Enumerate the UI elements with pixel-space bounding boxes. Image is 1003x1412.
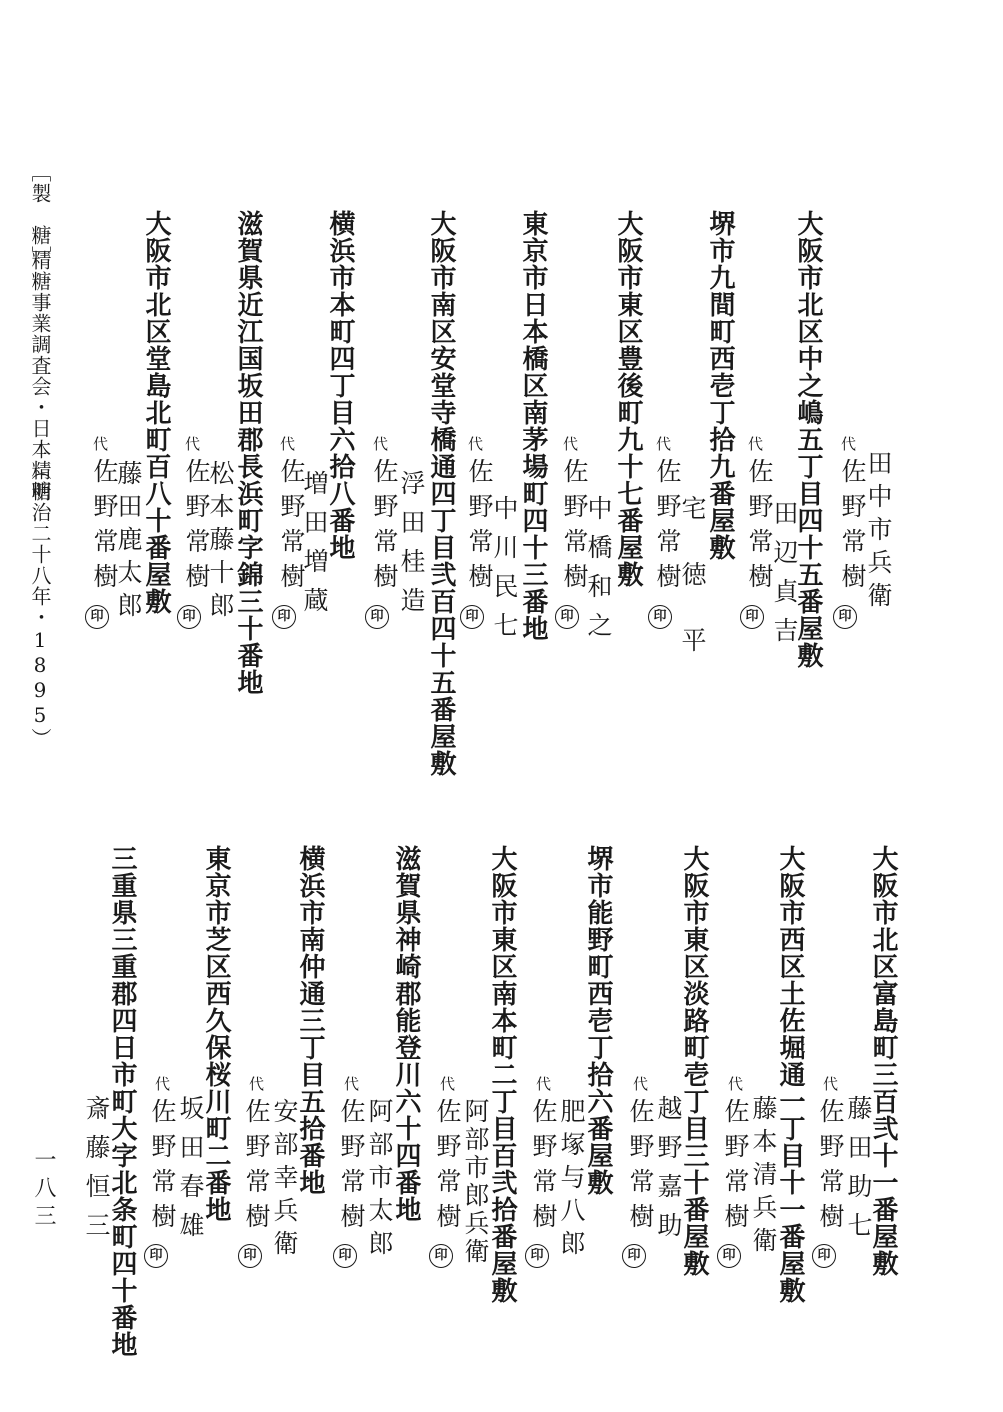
proxy-name: 佐野常樹 xyxy=(337,1098,366,1238)
proxy-name: 佐野常樹 xyxy=(838,458,867,598)
top-last-holder: 藤田鹿太郎 xyxy=(114,460,143,625)
proxy-prefix: 代 xyxy=(91,436,109,453)
bottom-address-9: 三重県三重郡四日市町大字北条町四十番地 xyxy=(107,845,137,1358)
top-address-4: 東京市日本橋区南茅場町四十三番地 xyxy=(518,210,548,642)
seal-stamp: 印 xyxy=(144,1244,168,1268)
document-date: （明治二十八年・1895） xyxy=(28,460,52,749)
proxy-prefix: 代 xyxy=(247,1076,265,1093)
seal-stamp: 印 xyxy=(365,605,389,629)
bottom-address-7: 横浜市南仲通三丁目五拾番地 xyxy=(295,845,325,1196)
proxy-prefix: 代 xyxy=(561,436,579,453)
bottom-holder-6: 阿部市太郎 xyxy=(365,1098,394,1263)
bottom-holder-9: 斎藤恒三 xyxy=(82,1095,111,1251)
top-address-8: 大阪市北区堂島北町百八十番屋敷 xyxy=(141,210,171,615)
top-address-5: 大阪市南区安堂寺橋通四丁目弐百四十五番屋敷 xyxy=(426,210,456,777)
proxy-name: 佐野常樹 xyxy=(465,458,494,598)
bottom-holder-1: 藤田助七 xyxy=(844,1095,873,1251)
proxy-prefix: 代 xyxy=(821,1076,839,1093)
proxy-prefix: 代 xyxy=(534,1076,552,1093)
proxy-prefix: 代 xyxy=(342,1076,360,1093)
seal-stamp: 印 xyxy=(333,1244,357,1268)
bottom-address-3: 大阪市東区淡路町壱丁目三十番屋敷 xyxy=(679,845,709,1277)
document-title: 精糖事業調査会・日本精糖 xyxy=(28,250,52,502)
top-holder-4: 中橋和之 xyxy=(584,495,613,651)
top-holder-2: 田辺貞吉 xyxy=(770,500,799,656)
bottom-holder-3: 越野嘉助 xyxy=(654,1095,683,1251)
proxy-name: 佐野常樹 xyxy=(816,1098,845,1238)
page-number: 一八三 xyxy=(31,1148,56,1232)
seal-stamp: 印 xyxy=(177,605,201,629)
seal-stamp: 印 xyxy=(833,605,857,629)
seal-stamp: 印 xyxy=(555,605,579,629)
proxy-prefix: 代 xyxy=(631,1076,649,1093)
top-address-1: 大阪市北区中之嶋五丁目四十五番屋敷 xyxy=(793,210,823,669)
proxy-name: 佐野常樹 xyxy=(529,1098,558,1238)
top-address-7: 滋賀県近江国坂田郡長浜町字錦三十番地 xyxy=(233,210,263,696)
seal-stamp: 印 xyxy=(648,605,672,629)
bottom-holder-2: 藤本清兵衛 xyxy=(749,1095,778,1260)
proxy-name: 佐野常樹 xyxy=(242,1098,271,1238)
bottom-holder-5: 阿部市郎兵衛 xyxy=(461,1098,490,1266)
proxy-prefix: 代 xyxy=(278,436,296,453)
bottom-address-6: 滋賀県神崎郡能登川六十四番地 xyxy=(391,845,421,1223)
proxy-prefix: 代 xyxy=(371,436,389,453)
top-address-3: 大阪市東区豊後町九十七番屋敷 xyxy=(613,210,643,588)
proxy-prefix: 代 xyxy=(654,436,672,453)
top-holder-8: 松本藤十郎 xyxy=(206,460,235,625)
top-address-6: 横浜市本町四丁目六拾八番地 xyxy=(325,210,355,561)
proxy-prefix: 代 xyxy=(153,1076,171,1093)
seal-stamp: 印 xyxy=(740,605,764,629)
bottom-address-4: 堺市能野町西壱丁拾六番屋敷 xyxy=(583,845,613,1196)
seal-stamp: 印 xyxy=(238,1244,262,1268)
top-holder-5: 中川民七 xyxy=(490,495,519,651)
proxy-prefix: 代 xyxy=(746,436,764,453)
top-holder-1: 田中市兵衛 xyxy=(864,450,893,615)
proxy-name: 佐野常樹 xyxy=(626,1098,655,1238)
proxy-prefix: 代 xyxy=(466,436,484,453)
seal-stamp: 印 xyxy=(717,1244,741,1268)
bottom-address-5: 大阪市東区南本町二丁目百弐拾番屋敷 xyxy=(487,845,517,1304)
bottom-address-1: 大阪市北区富島町三百弐十一番屋敷 xyxy=(868,845,898,1277)
proxy-name: 佐野常樹 xyxy=(90,458,119,598)
bottom-holder-8: 坂田春雄 xyxy=(176,1095,205,1251)
proxy-prefix: 代 xyxy=(839,436,857,453)
seal-stamp: 印 xyxy=(85,605,109,629)
proxy-name: 佐野常樹 xyxy=(745,458,774,598)
bottom-address-2: 大阪市西区土佐堀通一丁目十一番屋敷 xyxy=(775,845,805,1304)
proxy-name: 佐野常樹 xyxy=(560,458,589,598)
seal-stamp: 印 xyxy=(812,1244,836,1268)
proxy-name: 佐野常樹 xyxy=(148,1098,177,1238)
bottom-address-8: 東京市芝区西久保桜川町二番地 xyxy=(201,845,231,1223)
proxy-name: 佐野常樹 xyxy=(653,458,682,598)
proxy-name: 佐野常樹 xyxy=(182,458,211,598)
seal-stamp: 印 xyxy=(525,1244,549,1268)
proxy-prefix: 代 xyxy=(438,1076,456,1093)
proxy-name: 佐野常樹 xyxy=(433,1098,462,1238)
seal-stamp: 印 xyxy=(622,1244,646,1268)
proxy-prefix: 代 xyxy=(183,436,201,453)
proxy-name: 佐野常樹 xyxy=(277,458,306,598)
proxy-name: 佐野常樹 xyxy=(370,458,399,598)
seal-stamp: 印 xyxy=(429,1244,453,1268)
top-holder-6: 浮田桂造 xyxy=(397,470,426,626)
proxy-name: 佐野常樹 xyxy=(721,1098,750,1238)
top-address-2: 堺市九間町西壱丁拾九番屋敷 xyxy=(705,210,735,561)
category-label: ［製 糖］ xyxy=(28,162,52,267)
proxy-prefix: 代 xyxy=(726,1076,744,1093)
bottom-holder-4: 肥塚与八郎 xyxy=(557,1098,586,1263)
seal-stamp: 印 xyxy=(460,605,484,629)
top-holder-7: 増田増蔵 xyxy=(300,470,329,626)
top-holder-3: 宅 徳 平 xyxy=(678,495,707,660)
bottom-holder-7: 安部幸兵衛 xyxy=(270,1098,299,1263)
seal-stamp: 印 xyxy=(272,605,296,629)
